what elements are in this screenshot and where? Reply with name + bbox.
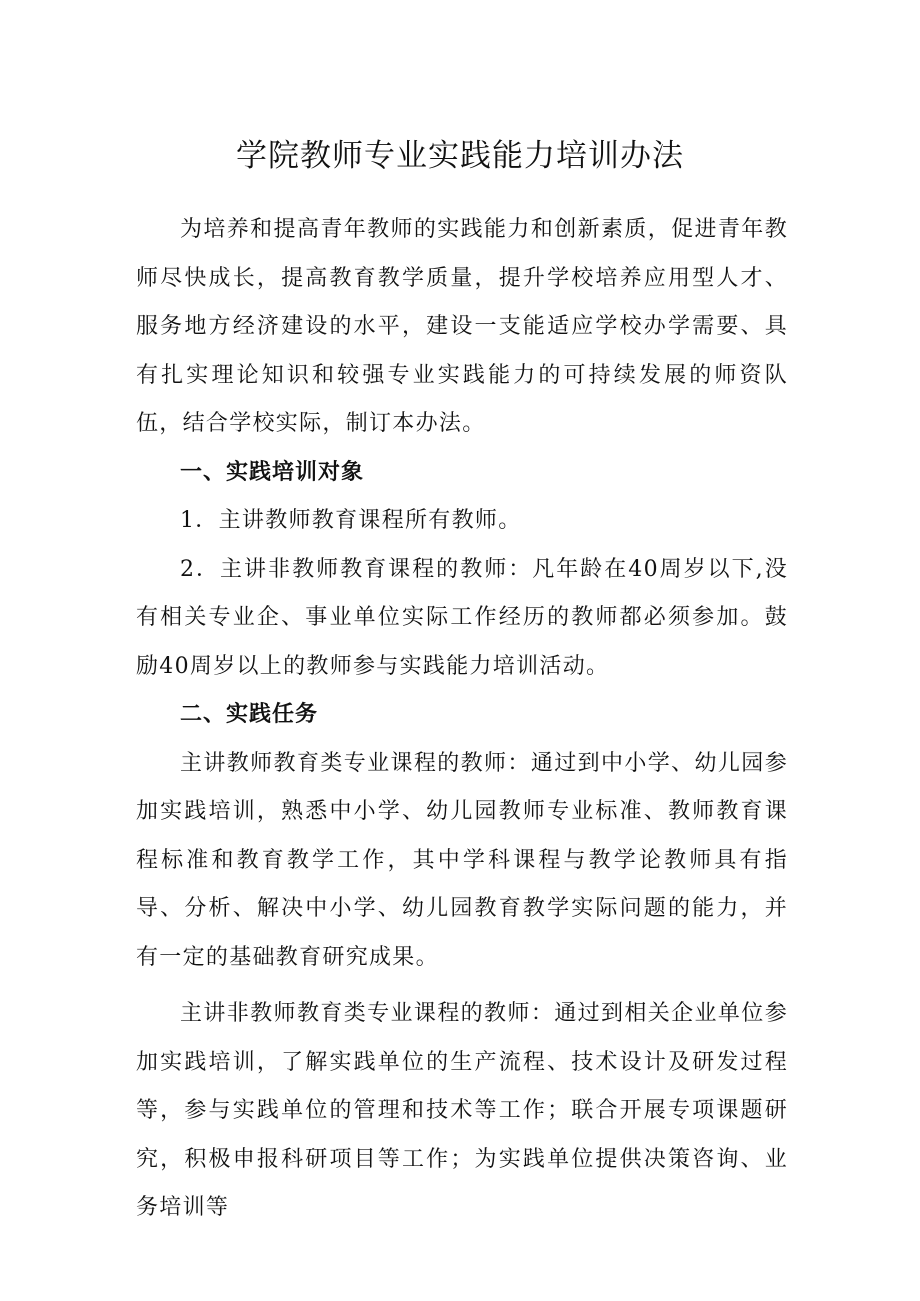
section-2-paragraph-1: 主讲教师教育类专业课程的教师：通过到中小学、幼儿园参加实践培训，熟悉中小学、幼儿园教师专业标准、教师教育课程标准和教育教学工作，其中学科课程与教学论教师具有指导、分析、解决中小学、幼儿园教育教学实际问题的能力，并有一定的基础教育研究成果。 [136,750,788,970]
section-2-paragraph-2: 主讲非教师教育类专业课程的教师：通过到相关企业单位参加实践培训，了解实践单位的生产流程、技术设计及研发过程等，参与实践单位的管理和技术等工作；联合开展专项课题研究，积极申报科研项目等工作；为实践单位提供决策咨询、业务培训等 [136,1001,788,1220]
paragraph-spacer [136,982,788,990]
section-heading-tasks: 二、实践任务 [180,702,319,727]
section-heading-targets: 一、实践培训对象 [180,459,365,485]
document-title: 学院教师专业实践能力培训办法 [236,138,684,174]
section-1-paragraph-2: 2．主讲非教师教育课程的教师：凡年龄在40周岁以下,没有相关专业企、事业单位实际工作经历的教师都必须参加。鼓励40周岁以上的教师参与实践能力培训活动。 [136,556,788,679]
section-1-paragraph-1: 1．主讲教师教育课程所有教师。 [180,508,522,533]
intro-paragraph: 为培养和提高青年教师的实践能力和创新素质，促进青年教师尽快成长，提高教育教学质量，提升学校培养应用型人才、服务地方经济建设的水平，建设一支能适应学校办学需要、具有扎实理论知识和较强专业实践能力的可持续发展的师资队伍，结合学校实际，制订本办法。 [136,217,788,436]
document-body [136,206,788,1233]
